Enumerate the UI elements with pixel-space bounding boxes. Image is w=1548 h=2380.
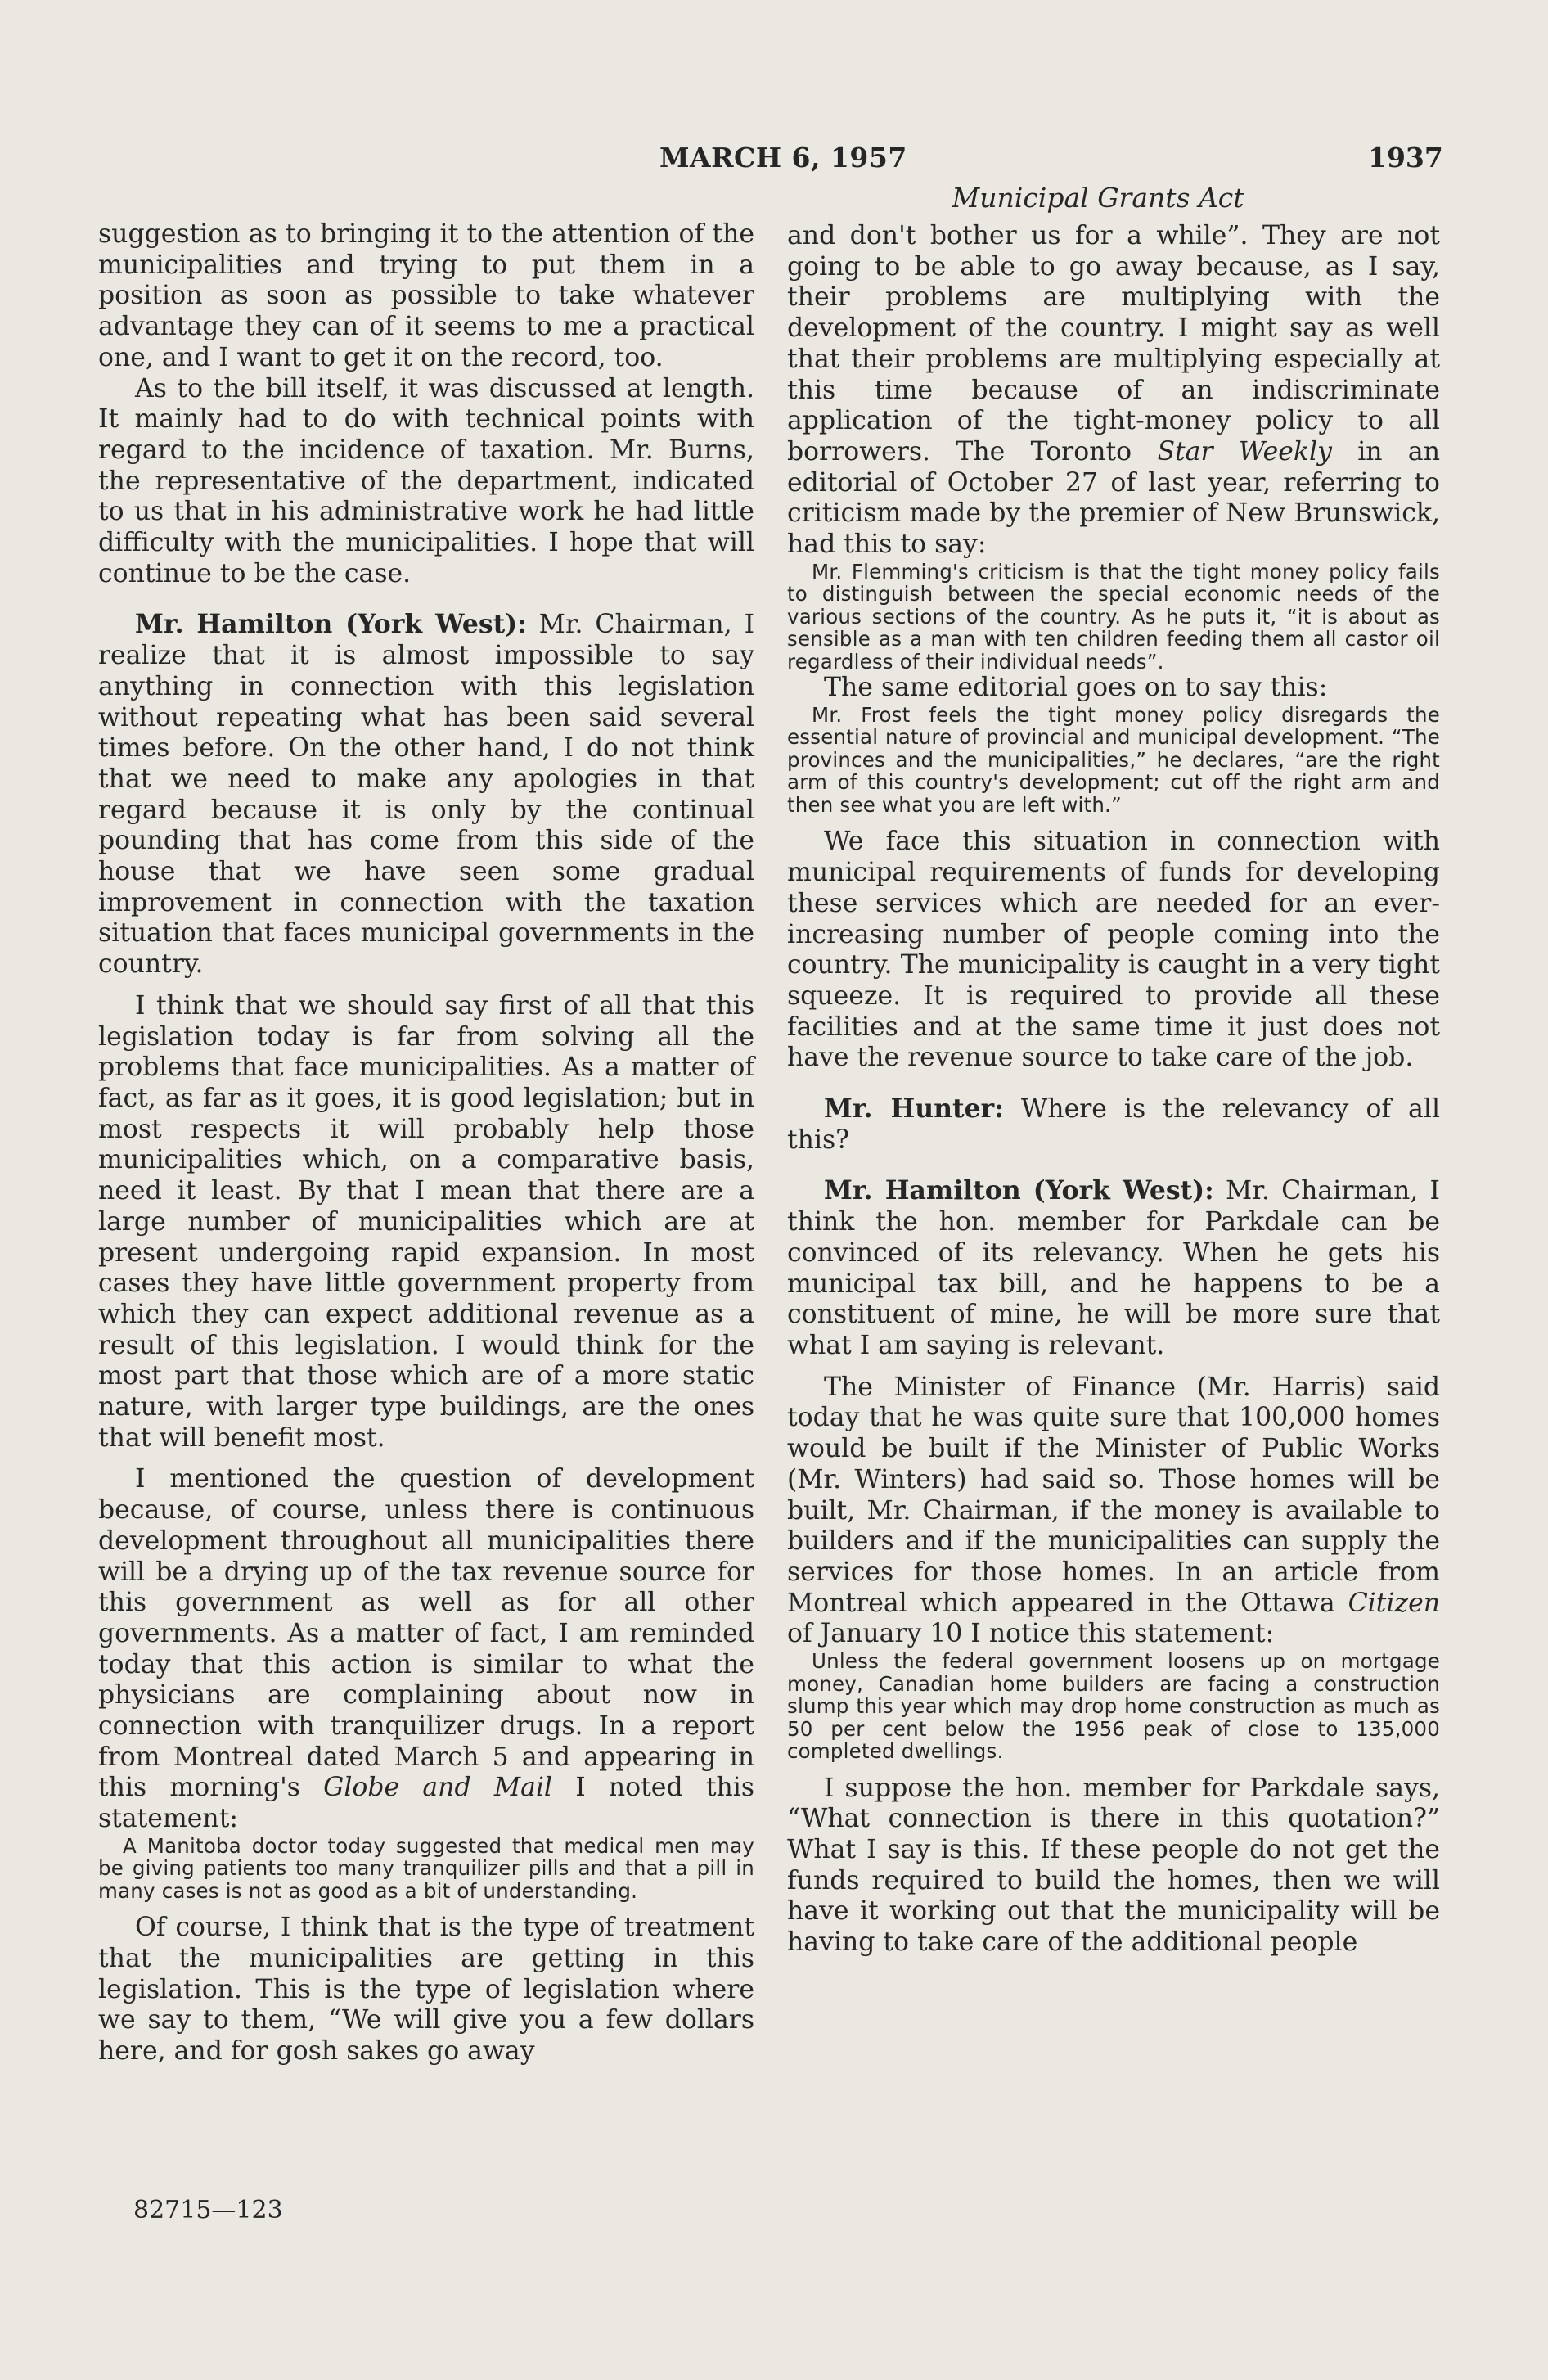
- block-quote: Mr. Flemming's criticism is that the tight money policy fails to distinguish between the special economic needs of the various sections of the country. As he puts it, “it is about as sensible as a man with ten children feeding them all castor oil regardless of their individual needs”.: [787, 559, 1440, 674]
- paragraph: suggestion as to bringing it to the attention of the municipalities and trying to put them in a position as soon as possible to take whatever advantage they can of it seems to me a practical one, and I want to get it on the record, too.: [98, 219, 754, 372]
- print-code: 82715—123: [133, 2196, 283, 2224]
- block-quote: Unless the federal government loosens up on mortgage money, Canadian home builders are facing a construction slump this year which may drop home construction as much as 50 per cent below the 1956 peak of close to 135,000 completed dwellings.: [787, 1649, 1440, 1764]
- speaker-name: Mr. Hamilton (York West):: [135, 609, 527, 640]
- paragraph: Of course, I think that is the type of treatment that the municipalities are getting in this legislation. This is the type of legislation where we say to them, “We will give you a few dollars here, and for gosh sakes go away: [98, 1913, 754, 2067]
- paragraph: I think that we should say first of all that this legislation today is far from solving all the problems that face municipalities. As a matter of fact, as far as it goes, it is good legislation; but in most respects it will probably help those municipalities which, on a comparative basis, need it least. By that I mean that there are a large number of municipalities which are at present undergoing rapid expansion. In most cases they have little government property from which they can expect additional revenue as a result of this legislation. I would think for the most part that those which are of a more static nature, with larger type buildings, are the ones that will benefit most.: [98, 990, 754, 1453]
- left-column: [98, 219, 754, 2067]
- speech-text: I mentioned the question of development because, of course, unless there is continuous development throughout all municipalities there will be a drying up of the tax revenue source for this government as well as for all other governments. As a matter of fact, I am reminded today that this action is similar to what the physicians are complaining about now in connection with tranquilizer drugs. In a report from Montreal dated March 5 and appearing in this morning's: [98, 1464, 754, 1803]
- speech-text: in an editorial of October 27 of last year, referring to criticism made by the premier of New Brunswick, had this to say:: [787, 436, 1440, 560]
- block-quote: Mr. Frost feels the tight money policy disregards the essential nature of provincial and municipal development. “The provinces and the municipalities,” he declares, “are the right arm of this country's development; cut off the right arm and then see what you are left with.”: [787, 702, 1440, 817]
- speech-text: I noted this statement:: [98, 1773, 755, 1834]
- speech-text: Where is the relevancy of all this?: [787, 1094, 1441, 1155]
- paragraph: [787, 1175, 1440, 1361]
- speech-text: and don't bother us for a while”. They are not going to be able to go away because, as I say, their problems are multiplying with the development of the country. I might say as well that their problems are multiplying especially at this time because of an indiscriminate application of the tight-money policy to all borrowers. The Toronto: [787, 221, 1440, 467]
- paragraph: [787, 1093, 1440, 1156]
- publication-name: Citizen: [1348, 1588, 1441, 1618]
- paragraph: [98, 1464, 754, 1834]
- page-number: 1937: [1368, 142, 1443, 174]
- speaker-name: Mr. Hunter:: [824, 1093, 1004, 1125]
- paragraph: The same editorial goes on to say this:: [824, 673, 1328, 703]
- paragraph: [98, 609, 754, 980]
- paragraph: [787, 1373, 1440, 1650]
- paragraph: [787, 221, 1440, 561]
- publication-name: Star Weekly: [1157, 436, 1332, 467]
- speech-text: Mr. Chairman, I think the hon. member for Parkdale can be convinced of its relevancy. When he gets his municipal tax bill, and he happens to be a constituent of mine, he will be more sure that what I am saying is relevant.: [787, 1176, 1441, 1360]
- paragraph: As to the bill itself, it was discussed at length. It mainly had to do with technical points with regard to the incidence of taxation. Mr. Burns, the representative of the department, indicated to us that in his administrative work he had little difficulty with the municipalities. I hope that will continue to be the case.: [98, 373, 754, 588]
- speech-text: Mr. Chairman, I realize that it is almost impossible to say anything in connection with this legislation without repeating what has been said several times before. On the other hand, I do not think that we need to make any apologies in that regard because it is only by the continual pounding that has come from this side of the house that we have seen some gradual improvement in connection with the taxation situation that faces municipal governments in the country.: [98, 610, 755, 980]
- block-quote: A Manitoba doctor today suggested that medical men may be giving patients too many tranquilizer pills and that a pill in many cases is not as good as a bit of understanding.: [98, 1833, 754, 1903]
- publication-name: Globe and Mail: [323, 1773, 553, 1803]
- section-title: Municipal Grants Act: [952, 182, 1244, 214]
- speaker-name: Mr. Hamilton (York West):: [824, 1175, 1214, 1206]
- speech-text: The Minister of Finance (Mr. Harris) said today that he was quite sure that 100,000 homes would be built if the Minister of Public Works (Mr. Winters) had said so. Those homes will be built, Mr. Chairman, if the money is available to builders and if the municipalities can supply the services for those homes. In an article from Montreal which appeared in the Ottawa: [787, 1372, 1440, 1618]
- paragraph: I suppose the hon. member for Parkdale says, “What connection is there in this quotation?” What I say is this. If these people do not get the funds required to build the homes, then we will have it working out that the municipality will be having to take care of the additional people: [787, 1773, 1440, 1958]
- speech-text: of January 10 I notice this statement:: [787, 1619, 1275, 1649]
- paragraph: We face this situation in connection with municipal requirements of funds for developing these services which are needed for an ever-increasing number of people coming into the country. The municipality is caught in a very tight squeeze. It is required to provide all these facilities and at the same time it just does not have the revenue source to take care of the job.: [787, 827, 1440, 1073]
- right-column: [787, 221, 1440, 1959]
- header-date: MARCH 6, 1957: [659, 142, 907, 174]
